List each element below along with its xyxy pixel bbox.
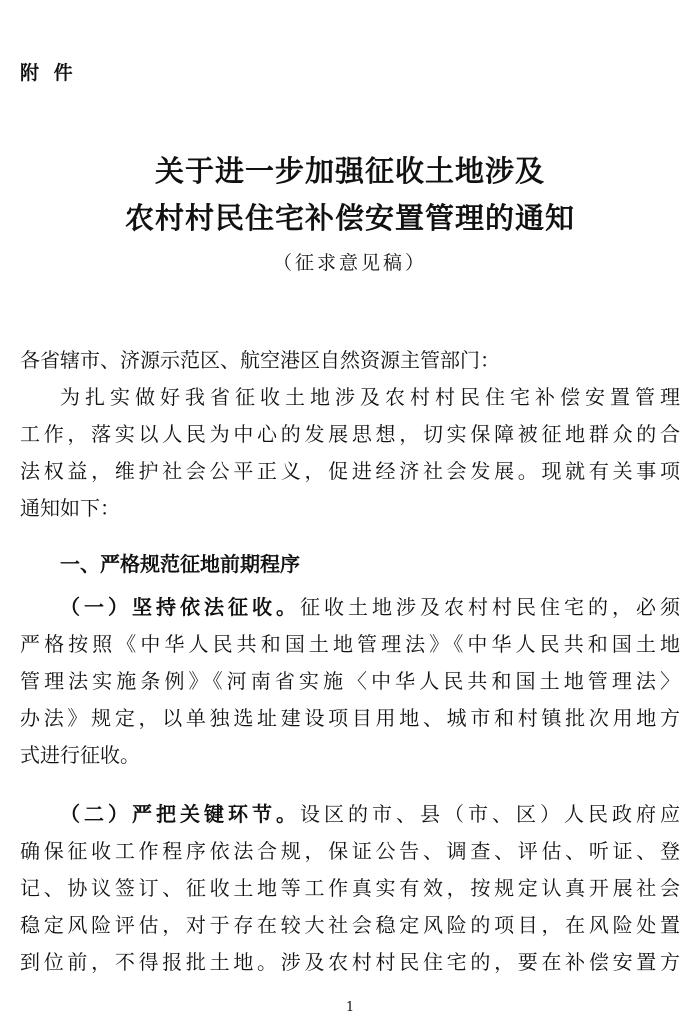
intro-line-3: 法权益，维护社会公平正义，促进经济社会发展。现就有关事项 (20, 459, 680, 483)
item2-lead: （二）严把关键环节。 (60, 802, 300, 826)
section-heading-1: 一、严格规范征地前期程序 (60, 552, 300, 576)
item1-line-1-text: 征收土地涉及农村村民住宅的，必须 (300, 595, 680, 619)
item1-line-5: 式进行征收。 (20, 743, 140, 767)
item1-line-1 (20, 589, 680, 626)
intro-line-4: 通知如下： (20, 496, 120, 520)
item1-line-4: 办法》规定，以单独选址建设项目用地、城市和村镇批次用地方 (20, 706, 680, 730)
item2-line-2: 确保征收工作程序依法合规，保证公告、调查、评估、听证、登 (20, 839, 680, 863)
attachment-label: 附 件 (20, 62, 77, 84)
intro-line-2: 工作，落实以人民为中心的发展思想，切实保障被征地群众的合 (20, 422, 680, 446)
document-title-line-2: 农村村民住宅补偿安置管理的通知 (124, 201, 575, 235)
intro-line-1: 为扎实做好我省征收土地涉及农村村民住宅补偿安置管理 (60, 385, 680, 409)
item2-line-4: 稳定风险评估，对于存在较大社会稳定风险的项目，在风险处置 (20, 913, 680, 937)
document-title-line-1: 关于进一步加强征收土地涉及 (154, 154, 545, 188)
item1-line-2: 严格按照《中华人民共和国土地管理法》《中华人民共和国土地 (20, 632, 680, 656)
item1-lead: （一）坚持依法征收。 (60, 595, 300, 619)
item2-line-1 (20, 796, 680, 833)
item2-line-5: 到位前，不得报批土地。涉及农村村民住宅的，要在补偿安置方 (20, 950, 680, 974)
item2-line-1-text: 设区的市、县（市、区）人民政府应 (300, 802, 680, 826)
page-number: 1 (345, 1000, 355, 1015)
item1-line-3: 管理法实施条例》《河南省实施〈中华人民共和国土地管理法〉 (20, 669, 680, 693)
addressee-line: 各省辖市、济源示范区、航空港区自然资源主管部门： (20, 348, 500, 372)
document-subtitle: （征求意见稿） (272, 252, 427, 274)
item2-line-3: 记、协议签订、征收土地等工作真实有效，按规定认真开展社会 (20, 876, 680, 900)
